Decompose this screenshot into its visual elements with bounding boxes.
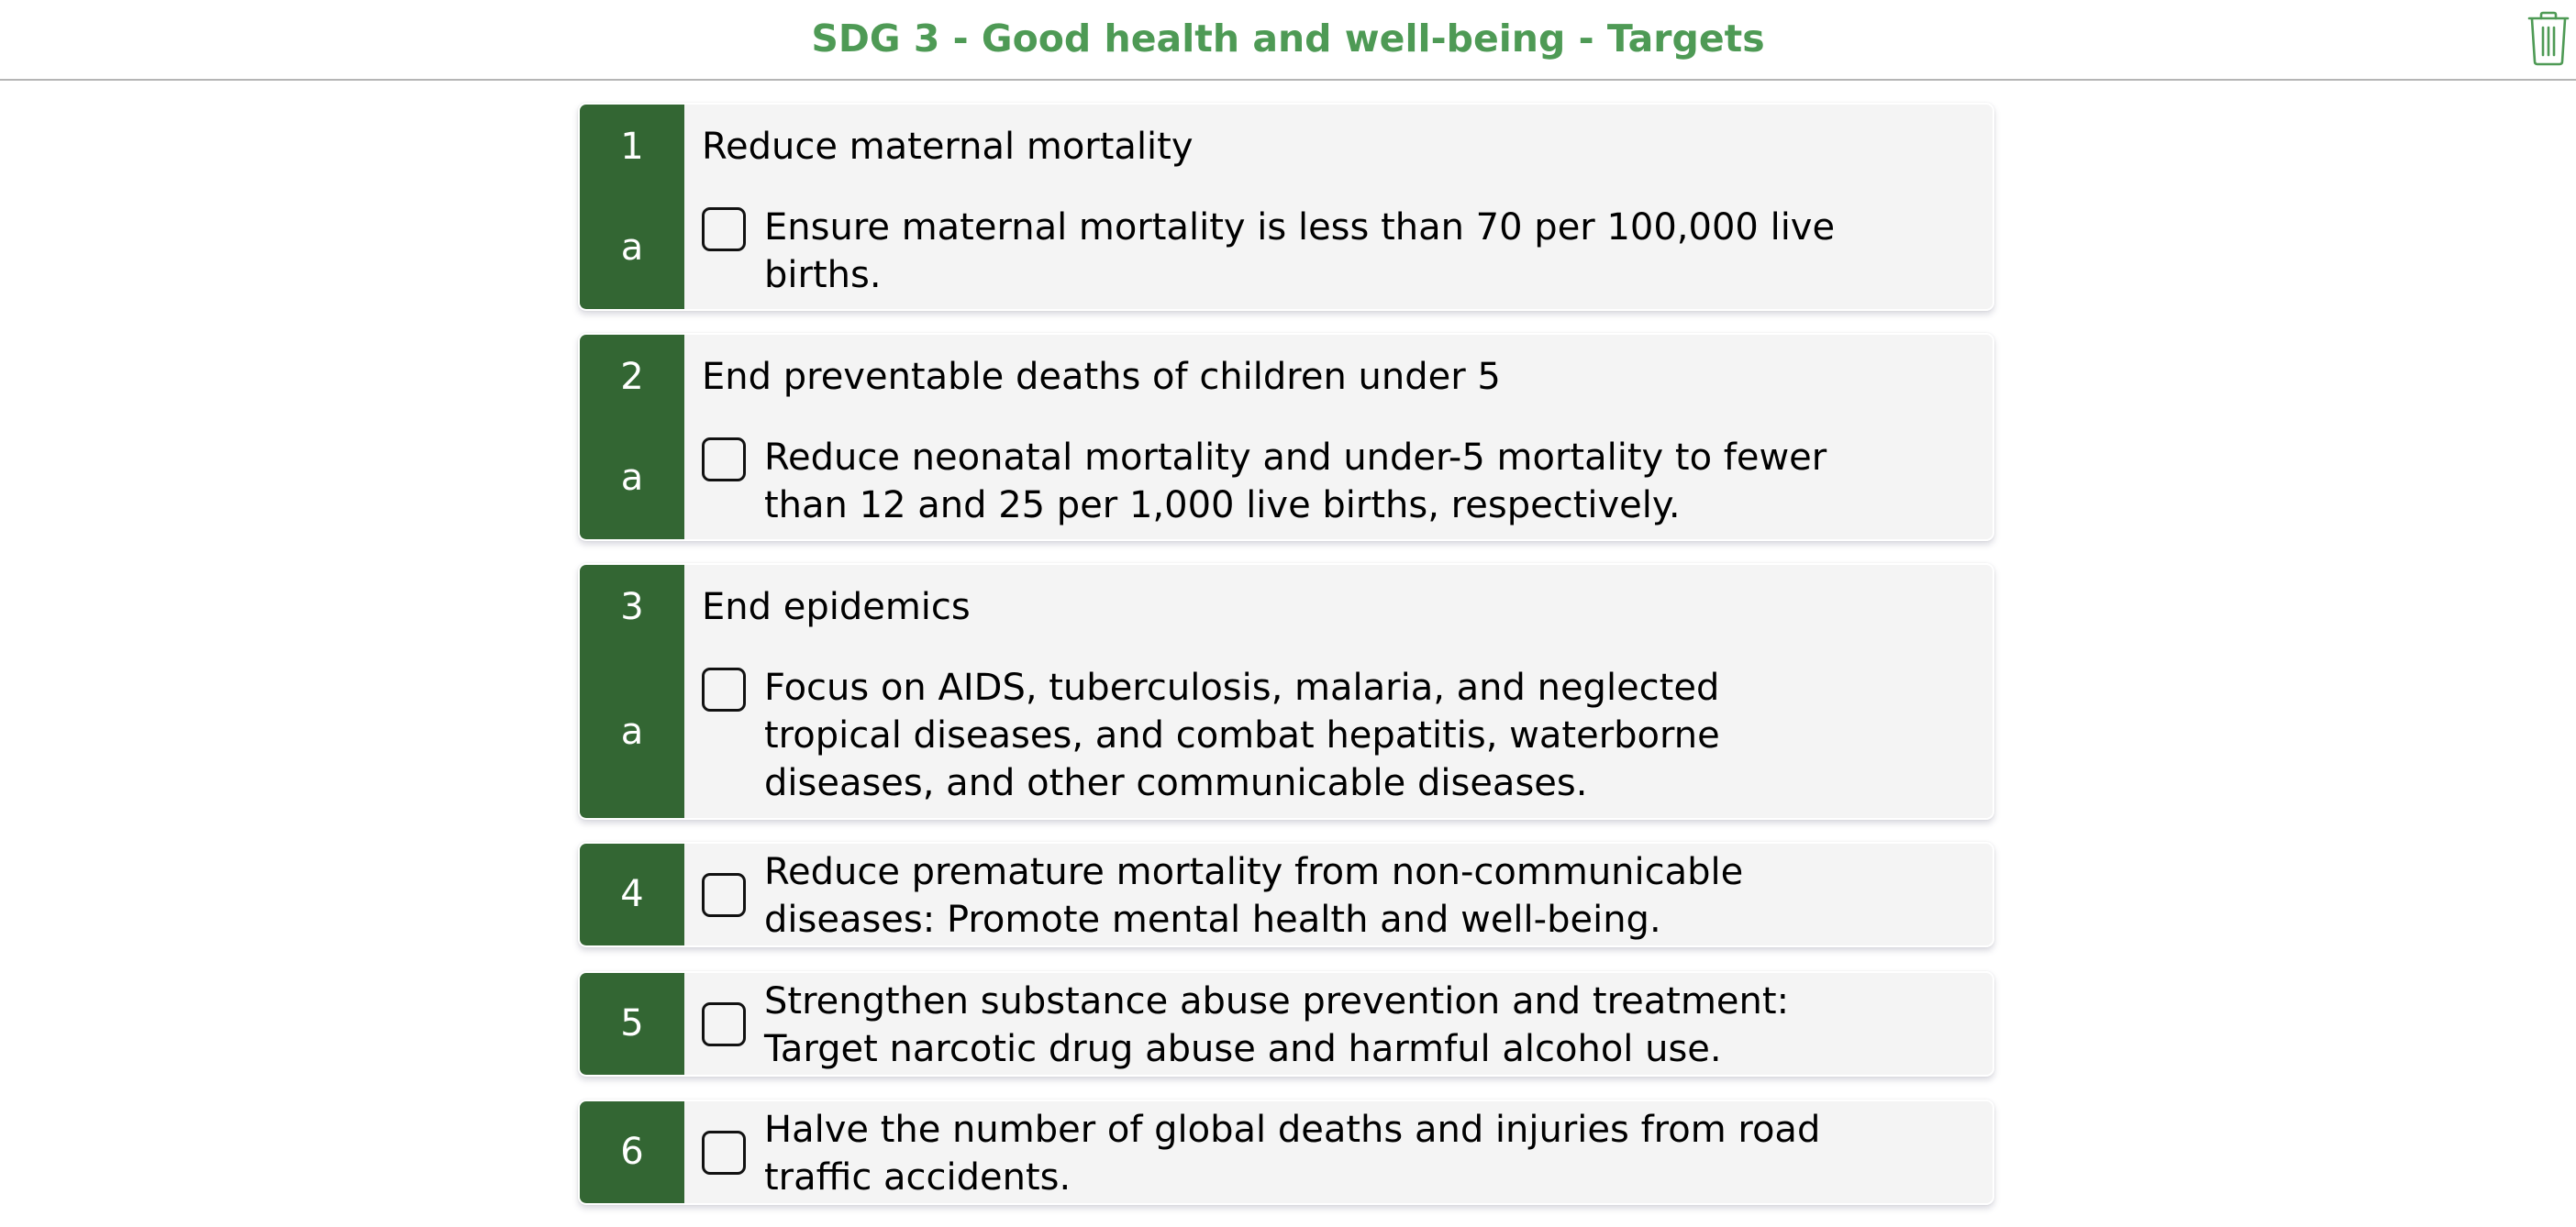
target-number: 2 xyxy=(620,356,644,398)
target-number-column xyxy=(580,844,684,945)
subtarget-row xyxy=(702,664,1993,807)
target-heading: Reduce maternal mortality xyxy=(702,126,1194,168)
targets-list xyxy=(578,103,1994,1227)
subtarget-letter: a xyxy=(620,711,644,753)
target-content xyxy=(684,973,1993,1075)
target-number: 6 xyxy=(620,1131,644,1173)
text-line: Focus on AIDS, tuberculosis, malaria, and neglected xyxy=(764,667,1720,709)
target-row xyxy=(702,848,1993,944)
target-number-column xyxy=(580,565,684,818)
target-heading: End epidemics xyxy=(702,586,971,628)
target-checkbox[interactable] xyxy=(702,873,746,917)
text-line: Halve the number of global deaths and injuries from road xyxy=(764,1109,1821,1151)
text-line: Target narcotic drug abuse and harmful alcohol use. xyxy=(764,1028,1722,1070)
target-number: 4 xyxy=(620,873,644,915)
trash-button[interactable] xyxy=(2526,11,2570,66)
target-card-1 xyxy=(578,103,1994,311)
text-line: births. xyxy=(764,254,882,296)
subtarget-letter: a xyxy=(620,227,644,269)
text-line: Reduce premature mortality from non-communicable xyxy=(764,851,1744,893)
target-content xyxy=(684,565,1993,818)
target-card-3 xyxy=(578,563,1994,820)
target-checkbox[interactable] xyxy=(702,1002,746,1046)
target-number-column xyxy=(580,105,684,309)
target-content xyxy=(684,1101,1993,1203)
subtarget-letter: a xyxy=(620,457,644,499)
target-row xyxy=(702,978,1993,1073)
page-title: SDG 3 - Good health and well-being - Targets xyxy=(811,17,1765,61)
target-card-5 xyxy=(578,971,1994,1077)
text-line: diseases: Promote mental health and well-being. xyxy=(764,899,1661,941)
trash-icon xyxy=(2526,11,2570,66)
target-content xyxy=(684,335,1993,539)
target-card-2 xyxy=(578,333,1994,541)
target-number-column xyxy=(580,335,684,539)
target-number-column xyxy=(580,1101,684,1203)
subtarget-row xyxy=(702,204,1993,299)
text-line: Strengthen substance abuse prevention and treatment: xyxy=(764,980,1790,1022)
target-card-4 xyxy=(578,842,1994,947)
text-line: diseases, and other communicable diseases. xyxy=(764,762,1588,804)
subtarget-checkbox[interactable] xyxy=(702,668,746,712)
target-text xyxy=(764,1106,1820,1201)
target-checkbox[interactable] xyxy=(702,1131,746,1175)
target-heading: End preventable deaths of children under 5 xyxy=(702,356,1501,398)
header-bar xyxy=(0,0,2576,81)
subtarget-text xyxy=(764,434,1827,529)
target-number: 1 xyxy=(620,126,644,168)
subtarget-checkbox[interactable] xyxy=(702,437,746,481)
subtarget-text xyxy=(764,204,1835,299)
target-text xyxy=(764,978,1789,1073)
text-line: than 12 and 25 per 1,000 live births, respectively. xyxy=(764,484,1681,526)
target-row xyxy=(702,1106,1993,1201)
subtarget-checkbox[interactable] xyxy=(702,207,746,251)
subtarget-row xyxy=(702,434,1993,529)
text-line: traffic accidents. xyxy=(764,1156,1071,1199)
target-content xyxy=(684,105,1993,309)
target-content xyxy=(684,844,1993,945)
text-line: Reduce neonatal mortality and under-5 mortality to fewer xyxy=(764,437,1827,479)
text-line: tropical diseases, and combat hepatitis, waterborne xyxy=(764,714,1720,757)
target-card-6 xyxy=(578,1100,1994,1205)
target-number: 5 xyxy=(620,1002,644,1045)
target-number: 3 xyxy=(620,586,644,628)
target-number-column xyxy=(580,973,684,1075)
subtarget-text xyxy=(764,664,1720,807)
target-text xyxy=(764,848,1743,944)
text-line: Ensure maternal mortality is less than 70 per 100,000 live xyxy=(764,206,1836,249)
